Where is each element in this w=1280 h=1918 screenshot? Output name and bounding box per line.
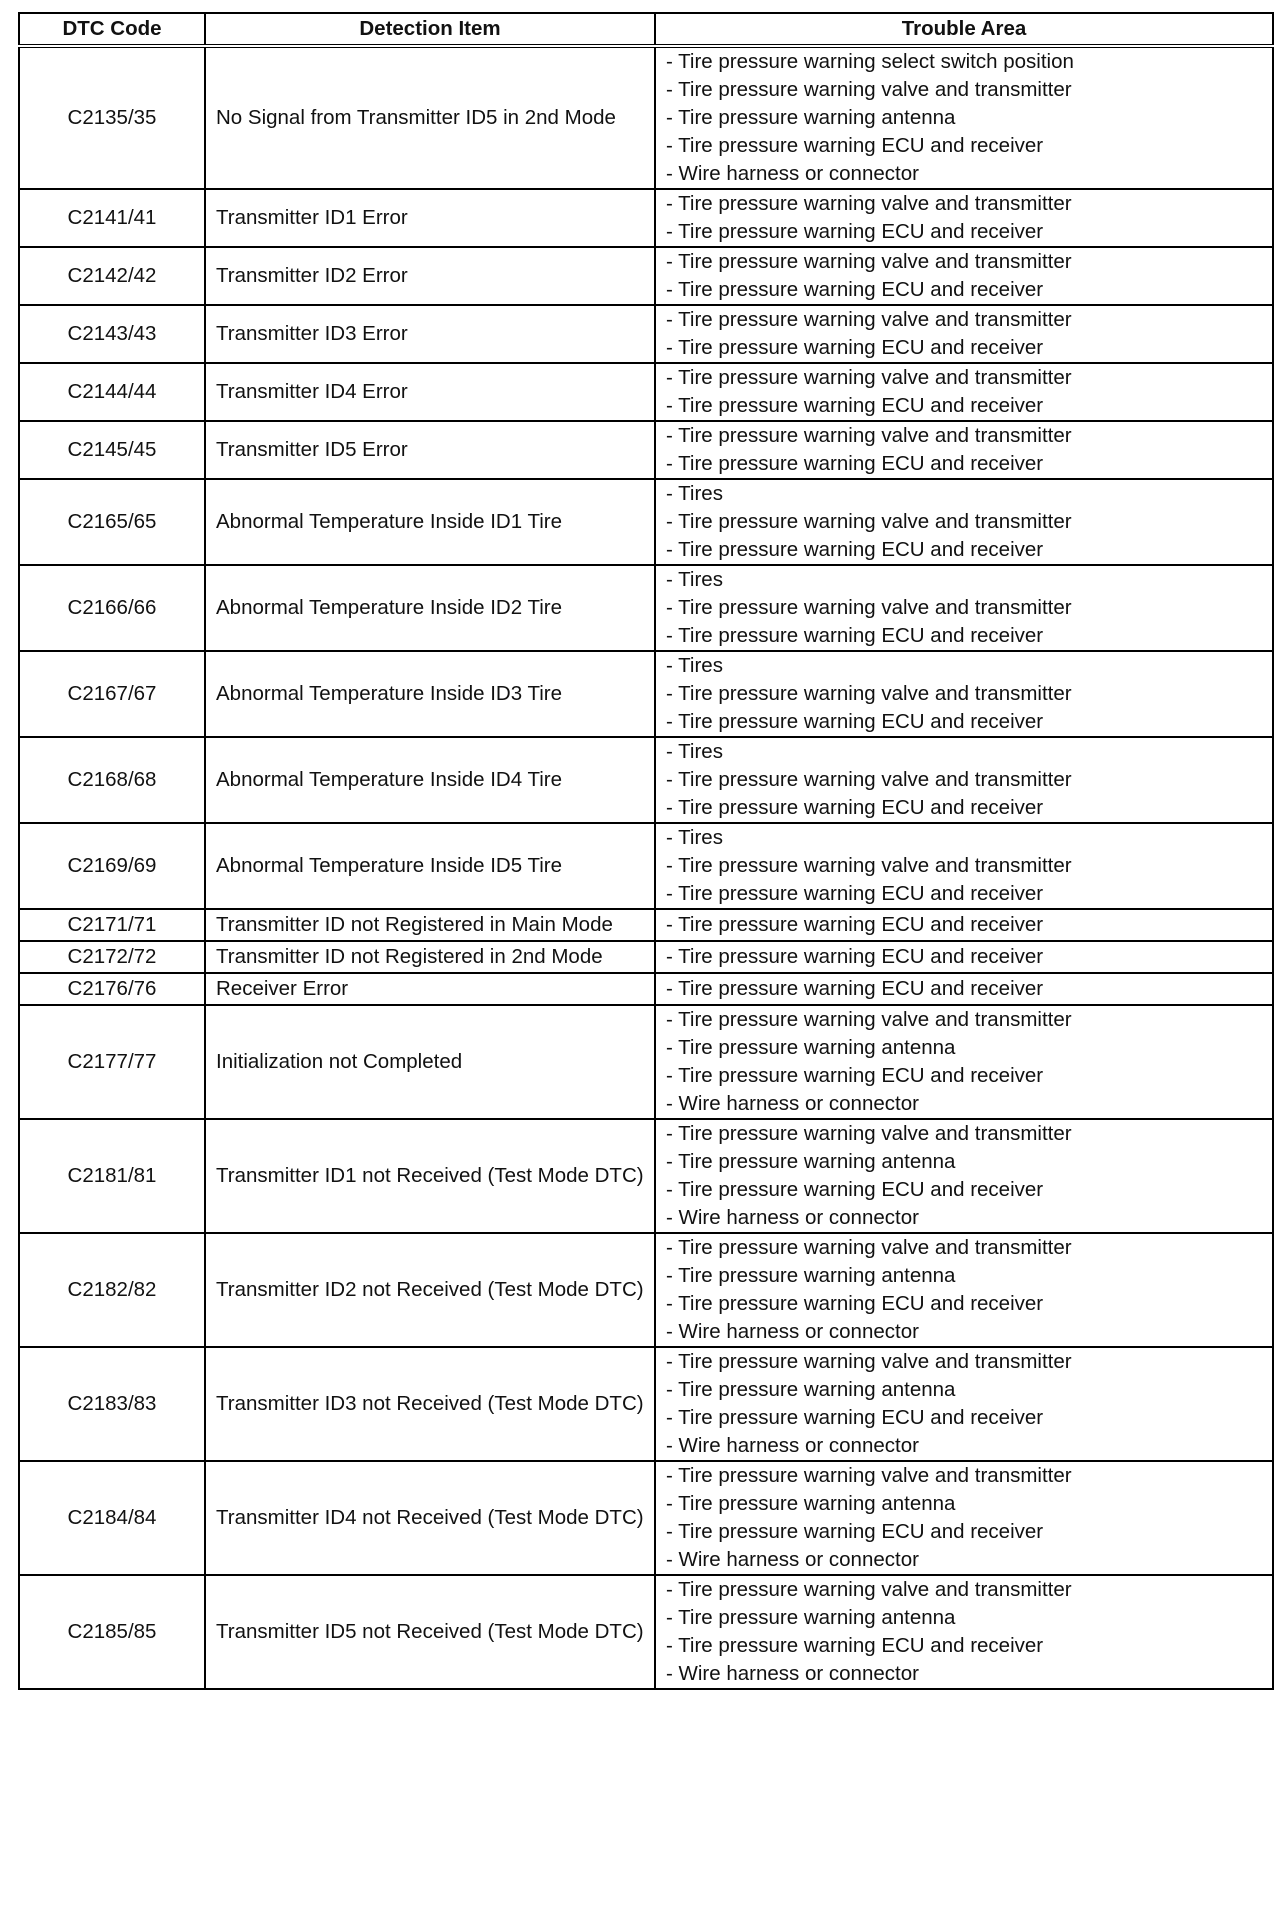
trouble-area-item: - Wire harness or connector (666, 1434, 919, 1457)
dtc-table (18, 12, 1274, 1690)
table-row (19, 1119, 1273, 1233)
trouble-area-item: - Tire pressure warning valve and transmitter (666, 308, 1072, 331)
trouble-area-cell (655, 1347, 1273, 1461)
detection-item-cell: Transmitter ID4 not Received (Test Mode DTC) (205, 1461, 655, 1575)
trouble-area-item: - Tire pressure warning ECU and receiver (666, 538, 1044, 561)
trouble-area-cell (655, 46, 1273, 189)
header-row (19, 13, 1273, 46)
trouble-area-cell (655, 1575, 1273, 1689)
detection-item-cell: Abnormal Temperature Inside ID1 Tire (205, 479, 655, 565)
table-row (19, 823, 1273, 909)
trouble-area-item: - Tire pressure warning ECU and receiver (666, 1064, 1044, 1087)
trouble-area-cell (655, 479, 1273, 565)
trouble-area-item: - Tires (666, 568, 723, 591)
trouble-area-item: - Tire pressure warning valve and transmitter (666, 366, 1072, 389)
trouble-area-cell (655, 565, 1273, 651)
header-detection-item: Detection Item (205, 13, 655, 46)
dtc-code-cell: C2184/84 (19, 1461, 205, 1575)
detection-item-cell: Transmitter ID1 not Received (Test Mode DTC) (205, 1119, 655, 1233)
trouble-area-item: - Tire pressure warning antenna (666, 106, 956, 129)
dtc-code-cell: C2169/69 (19, 823, 205, 909)
table-row (19, 565, 1273, 651)
table-row (19, 363, 1273, 421)
trouble-area-item: - Tire pressure warning ECU and receiver (666, 220, 1044, 243)
trouble-area-item: - Tires (666, 654, 723, 677)
trouble-area-item: - Wire harness or connector (666, 1320, 919, 1343)
detection-item-cell: Transmitter ID not Registered in 2nd Mode (205, 941, 655, 973)
trouble-area-item: - Tire pressure warning ECU and receiver (666, 977, 1044, 1000)
trouble-area-cell (655, 941, 1273, 973)
trouble-area-cell (655, 305, 1273, 363)
trouble-area-item: - Tire pressure warning valve and transmitter (666, 1122, 1072, 1145)
table-header (19, 13, 1273, 46)
detection-item-cell: Transmitter ID2 Error (205, 247, 655, 305)
trouble-area-cell (655, 1119, 1273, 1233)
trouble-area-item: - Tire pressure warning valve and transmitter (666, 1578, 1072, 1601)
trouble-area-item: - Tire pressure warning ECU and receiver (666, 1634, 1044, 1657)
trouble-area-item: - Tire pressure warning antenna (666, 1150, 956, 1173)
dtc-code-cell: C2172/72 (19, 941, 205, 973)
trouble-area-item: - Tires (666, 482, 723, 505)
table-row (19, 1347, 1273, 1461)
table-row (19, 189, 1273, 247)
table-row (19, 1575, 1273, 1689)
dtc-code-cell: C2142/42 (19, 247, 205, 305)
detection-item-cell: Initialization not Completed (205, 1005, 655, 1119)
detection-item-cell: Abnormal Temperature Inside ID2 Tire (205, 565, 655, 651)
table-row (19, 1005, 1273, 1119)
trouble-area-item: - Tires (666, 740, 723, 763)
trouble-area-item: - Tire pressure warning ECU and receiver (666, 796, 1044, 819)
dtc-code-cell: C2144/44 (19, 363, 205, 421)
trouble-area-item: - Wire harness or connector (666, 1092, 919, 1115)
trouble-area-cell (655, 363, 1273, 421)
table-body (19, 46, 1273, 1689)
trouble-area-item: - Tire pressure warning antenna (666, 1036, 956, 1059)
trouble-area-item: - Tire pressure warning valve and transmitter (666, 192, 1072, 215)
trouble-area-cell (655, 1005, 1273, 1119)
trouble-area-cell (655, 909, 1273, 941)
dtc-table-container (18, 12, 1274, 1690)
detection-item-cell: Transmitter ID5 not Received (Test Mode DTC) (205, 1575, 655, 1689)
table-row (19, 973, 1273, 1005)
trouble-area-item: - Tire pressure warning valve and transmitter (666, 510, 1072, 533)
table-row (19, 479, 1273, 565)
trouble-area-item: - Tire pressure warning antenna (666, 1606, 956, 1629)
dtc-code-cell: C2176/76 (19, 973, 205, 1005)
detection-item-cell: Transmitter ID3 Error (205, 305, 655, 363)
trouble-area-item: - Tire pressure warning ECU and receiver (666, 945, 1044, 968)
table-row (19, 737, 1273, 823)
dtc-code-cell: C2143/43 (19, 305, 205, 363)
dtc-code-cell: C2141/41 (19, 189, 205, 247)
dtc-code-cell: C2165/65 (19, 479, 205, 565)
detection-item-cell: Transmitter ID4 Error (205, 363, 655, 421)
dtc-code-cell: C2135/35 (19, 46, 205, 189)
trouble-area-item: - Tire pressure warning valve and transmitter (666, 78, 1072, 101)
table-row (19, 421, 1273, 479)
trouble-area-item: - Tire pressure warning ECU and receiver (666, 134, 1044, 157)
dtc-code-cell: C2167/67 (19, 651, 205, 737)
trouble-area-item: - Tire pressure warning ECU and receiver (666, 624, 1044, 647)
dtc-code-cell: C2182/82 (19, 1233, 205, 1347)
header-dtc-code: DTC Code (19, 13, 205, 46)
detection-item-cell: Abnormal Temperature Inside ID5 Tire (205, 823, 655, 909)
trouble-area-item: - Tire pressure warning antenna (666, 1378, 956, 1401)
trouble-area-item: - Tire pressure warning ECU and receiver (666, 336, 1044, 359)
trouble-area-cell (655, 189, 1273, 247)
trouble-area-item: - Tire pressure warning ECU and receiver (666, 1520, 1044, 1543)
trouble-area-item: - Tire pressure warning ECU and receiver (666, 394, 1044, 417)
trouble-area-item: - Wire harness or connector (666, 1206, 919, 1229)
detection-item-cell: Transmitter ID5 Error (205, 421, 655, 479)
trouble-area-item: - Tire pressure warning ECU and receiver (666, 913, 1044, 936)
dtc-code-cell: C2185/85 (19, 1575, 205, 1689)
dtc-code-cell: C2181/81 (19, 1119, 205, 1233)
trouble-area-item: - Tire pressure warning ECU and receiver (666, 1406, 1044, 1429)
dtc-code-cell: C2166/66 (19, 565, 205, 651)
trouble-area-item: - Tire pressure warning valve and transmitter (666, 1464, 1072, 1487)
trouble-area-item: - Wire harness or connector (666, 1662, 919, 1685)
table-row (19, 909, 1273, 941)
trouble-area-item: - Tires (666, 826, 723, 849)
trouble-area-item: - Tire pressure warning ECU and receiver (666, 882, 1044, 905)
trouble-area-item: - Tire pressure warning valve and transmitter (666, 854, 1072, 877)
trouble-area-item: - Tire pressure warning ECU and receiver (666, 1292, 1044, 1315)
trouble-area-item: - Tire pressure warning ECU and receiver (666, 1178, 1044, 1201)
trouble-area-cell (655, 823, 1273, 909)
trouble-area-item: - Tire pressure warning valve and transmitter (666, 1008, 1072, 1031)
detection-item-cell: Transmitter ID2 not Received (Test Mode DTC) (205, 1233, 655, 1347)
table-row (19, 1461, 1273, 1575)
trouble-area-item: - Wire harness or connector (666, 162, 919, 185)
trouble-area-cell (655, 1461, 1273, 1575)
detection-item-cell: No Signal from Transmitter ID5 in 2nd Mode (205, 46, 655, 189)
trouble-area-cell (655, 737, 1273, 823)
dtc-code-cell: C2145/45 (19, 421, 205, 479)
trouble-area-item: - Tire pressure warning valve and transmitter (666, 768, 1072, 791)
detection-item-cell: Abnormal Temperature Inside ID4 Tire (205, 737, 655, 823)
trouble-area-item: - Tire pressure warning valve and transmitter (666, 424, 1072, 447)
trouble-area-cell (655, 1233, 1273, 1347)
trouble-area-item: - Tire pressure warning select switch position (666, 50, 1074, 73)
table-row (19, 941, 1273, 973)
header-trouble-area: Trouble Area (655, 13, 1273, 46)
detection-item-cell: Transmitter ID not Registered in Main Mode (205, 909, 655, 941)
trouble-area-item: - Wire harness or connector (666, 1548, 919, 1571)
table-row (19, 305, 1273, 363)
trouble-area-item: - Tire pressure warning antenna (666, 1492, 956, 1515)
trouble-area-item: - Tire pressure warning valve and transmitter (666, 1350, 1072, 1373)
trouble-area-item: - Tire pressure warning ECU and receiver (666, 710, 1044, 733)
trouble-area-item: - Tire pressure warning antenna (666, 1264, 956, 1287)
dtc-code-cell: C2171/71 (19, 909, 205, 941)
trouble-area-item: - Tire pressure warning ECU and receiver (666, 452, 1044, 475)
table-row (19, 46, 1273, 189)
trouble-area-item: - Tire pressure warning valve and transmitter (666, 250, 1072, 273)
detection-item-cell: Abnormal Temperature Inside ID3 Tire (205, 651, 655, 737)
trouble-area-cell (655, 651, 1273, 737)
trouble-area-item: - Tire pressure warning ECU and receiver (666, 278, 1044, 301)
trouble-area-item: - Tire pressure warning valve and transmitter (666, 682, 1072, 705)
trouble-area-cell (655, 973, 1273, 1005)
dtc-code-cell: C2183/83 (19, 1347, 205, 1461)
table-row (19, 651, 1273, 737)
trouble-area-item: - Tire pressure warning valve and transmitter (666, 596, 1072, 619)
dtc-code-cell: C2168/68 (19, 737, 205, 823)
detection-item-cell: Receiver Error (205, 973, 655, 1005)
dtc-code-cell: C2177/77 (19, 1005, 205, 1119)
trouble-area-item: - Tire pressure warning valve and transmitter (666, 1236, 1072, 1259)
detection-item-cell: Transmitter ID3 not Received (Test Mode DTC) (205, 1347, 655, 1461)
table-row (19, 1233, 1273, 1347)
trouble-area-cell (655, 421, 1273, 479)
table-row (19, 247, 1273, 305)
trouble-area-cell (655, 247, 1273, 305)
detection-item-cell: Transmitter ID1 Error (205, 189, 655, 247)
